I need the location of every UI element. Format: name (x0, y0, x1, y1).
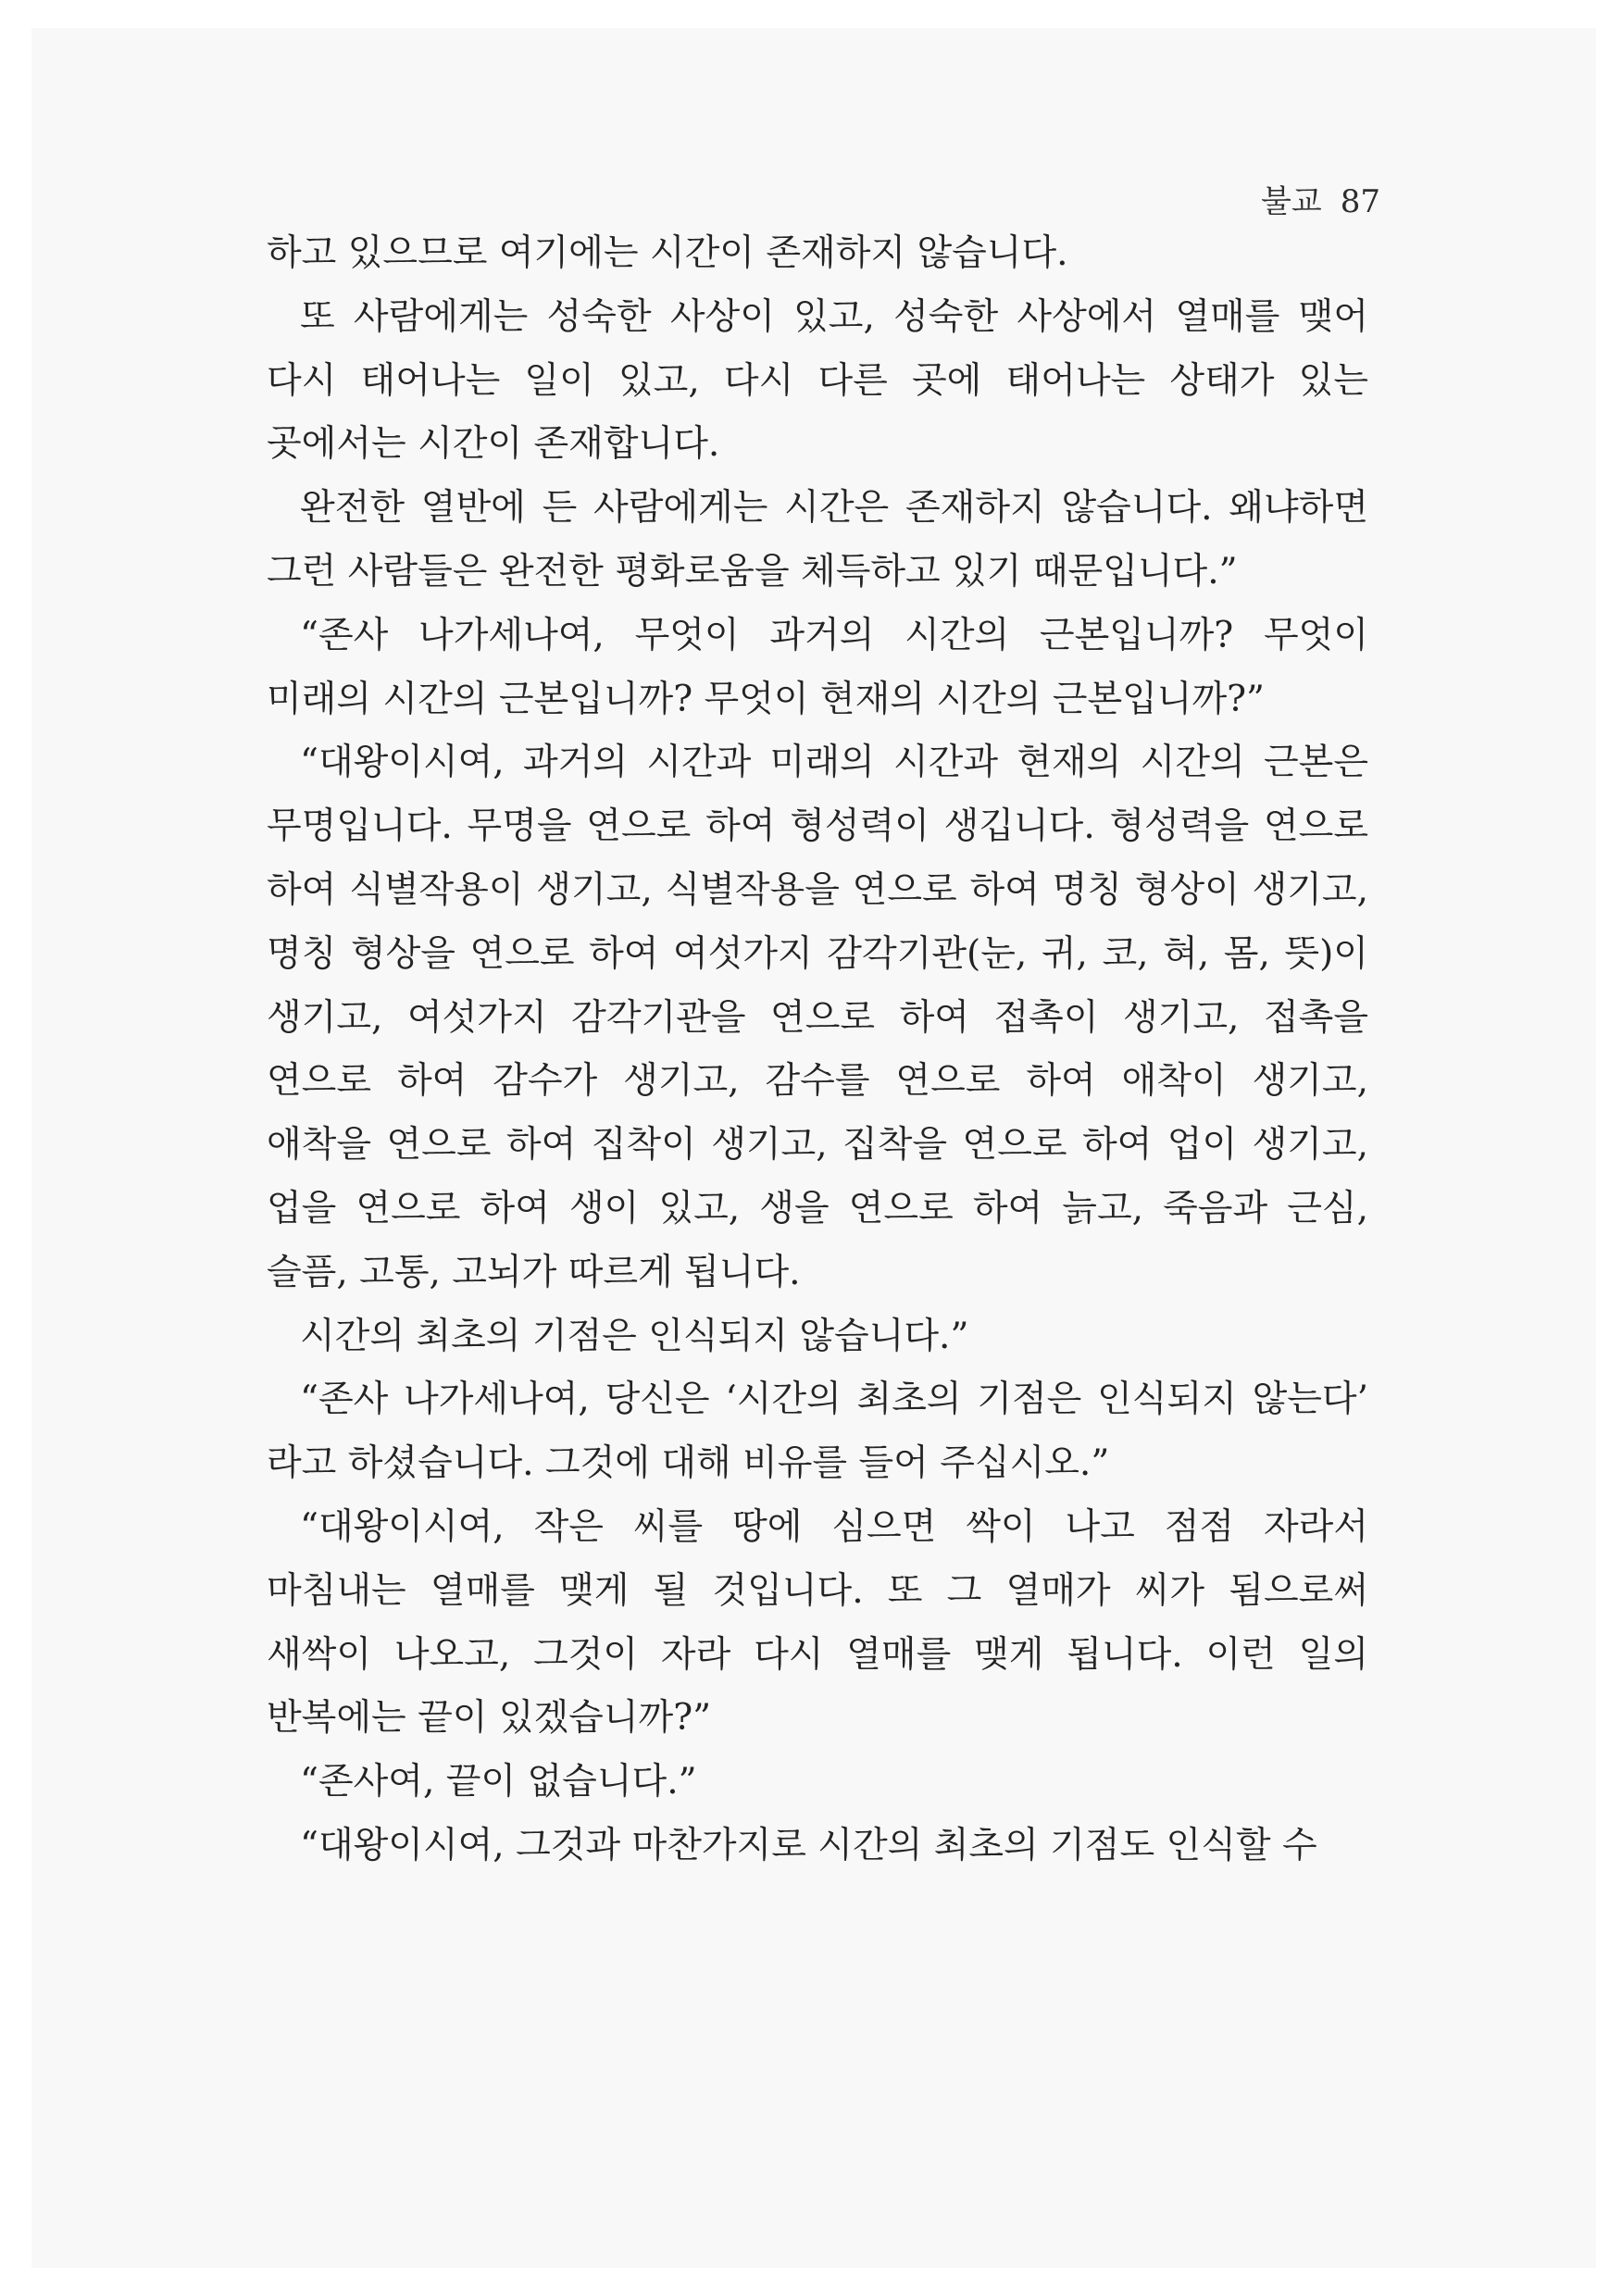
body-text (267, 222, 1368, 1878)
paragraph: “대왕이시여, 그것과 마찬가지로 시간의 최초의 기점도 인식할 수 (300, 1824, 1317, 1866)
running-header (1261, 183, 1380, 220)
paragraph: “존사 나가세나여, 무엇이 과거의 시간의 근본입니까? 무엇이 미래의 시간의 근본입니까? 무엇이 현재의 시간의 근본입니까?” (267, 614, 1368, 720)
paragraph: “대왕이시여, 과거의 시간과 미래의 시간과 현재의 시간의 근본은 무명입니다. 무명을 연으로 하여 형성력이 생깁니다. 형성력을 연으로 하여 식별작용이 생기고, 식별작용을 연으로 하여 명칭 형상이 생기고, 명칭 형상을 연으로 하여 여섯가지 감각기관(눈, 귀, 코, 혀, 몸, 뜻)이 생기고, 여섯가지 감각기관을 연으로 하여 접촉이 생기고, 접촉을 연으로 하여 감수가 생기고, 감수를 연으로 하여 애착이 생기고, 애착을 연으로 하여 집착이 생기고, 집착을 연으로 하여 업이 생기고, 업을 연으로 하여 생이 있고, 생을 연으로 하여 늙고, 죽음과 근심, 슬픔, 고통, 고뇌가 따르게 됩니다. (267, 742, 1368, 1293)
paragraph: 하고 있으므로 여기에는 시간이 존재하지 않습니다. (267, 232, 1068, 274)
paragraph: 완전한 열반에 든 사람에게는 시간은 존재하지 않습니다. 왜냐하면 그런 사람들은 완전한 평화로움을 체득하고 있기 때문입니다.” (267, 487, 1368, 593)
page-number: 87 (1340, 183, 1380, 220)
section-title: 불교 (1261, 183, 1322, 220)
paragraph: 시간의 최초의 기점은 인식되지 않습니다.” (300, 1315, 969, 1357)
paragraph: “존사 나가세나여, 당신은 ‘시간의 최초의 기점은 인식되지 않는다’ 라고 하셨습니다. 그것에 대해 비유를 들어 주십시오.” (267, 1379, 1368, 1485)
paragraph: “대왕이시여, 작은 씨를 땅에 심으면 싹이 나고 점점 자라서 마침내는 열매를 맺게 될 것입니다. 또 그 열매가 씨가 됨으로써 새싹이 나오고, 그것이 자라 다시 열매를 맺게 됩니다. 이런 일의 반복에는 끝이 있겠습니까?” (267, 1505, 1368, 1740)
paragraph: “존사여, 끝이 없습니다.” (300, 1761, 697, 1803)
paragraph: 또 사람에게는 성숙한 사상이 있고, 성숙한 사상에서 열매를 맺어 다시 태어나는 일이 있고, 다시 다른 곳에 태어나는 상태가 있는 곳에서는 시간이 존재합니다. (267, 295, 1368, 466)
